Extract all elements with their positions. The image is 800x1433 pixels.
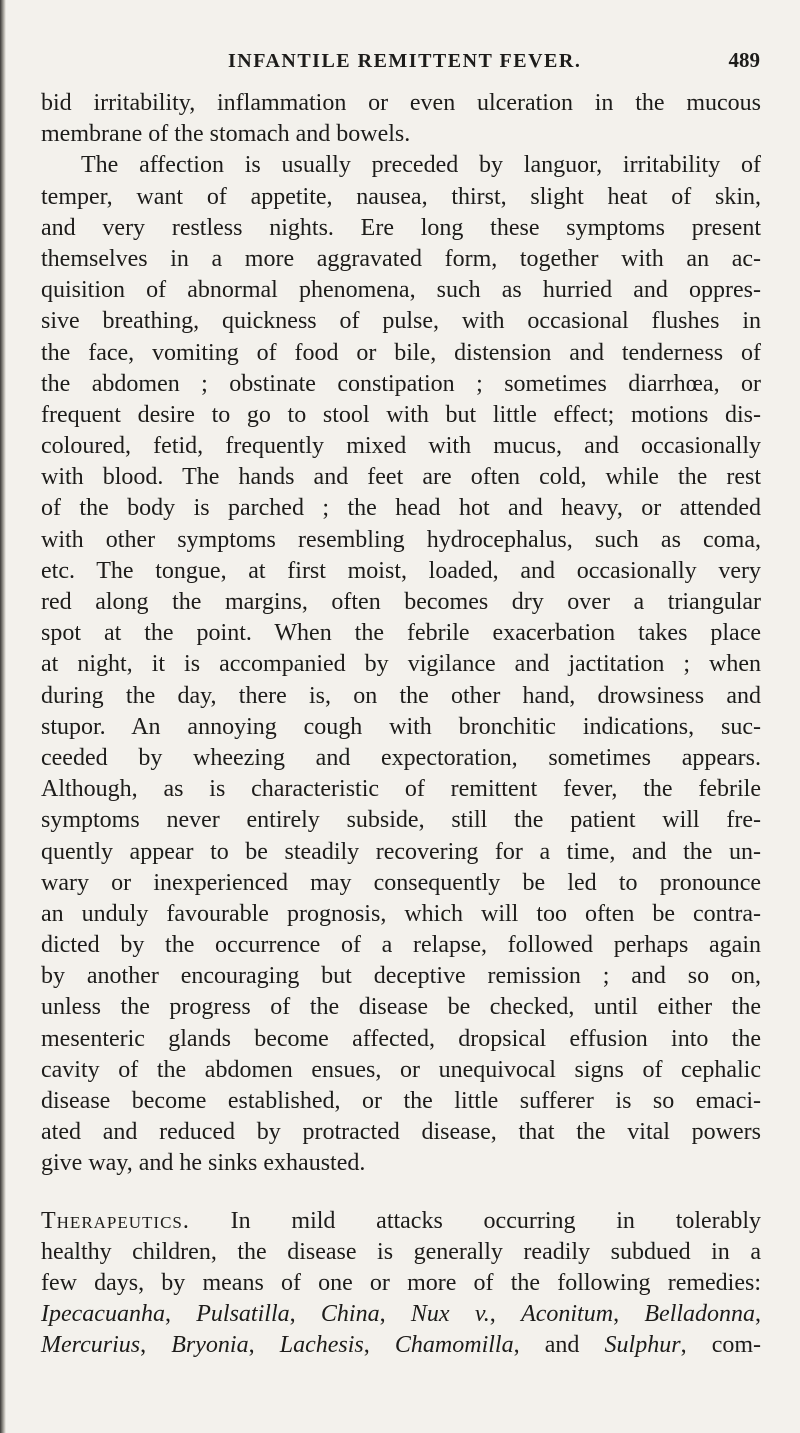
remedy-name: Belladonna bbox=[644, 1301, 756, 1328]
text-line: bid irritability, inflammation or even ulceration in the mucous bbox=[41, 90, 761, 116]
text-line: at night, it is accompanied by vigilance and jactitation ; when bbox=[41, 651, 761, 678]
remedy-name: Bryonia bbox=[171, 1332, 249, 1359]
text-line: by another encouraging but deceptive remission ; and so on, bbox=[41, 963, 761, 990]
remedy-name: Nux v. bbox=[410, 1301, 490, 1328]
page-number: 489 bbox=[728, 48, 760, 72]
text-line: healthy children, the disease is generally readily subdued in a bbox=[41, 1238, 761, 1265]
text-run: , bbox=[363, 1332, 395, 1359]
text-line: coloured, fetid, frequently mixed with mucus, and occasionally bbox=[41, 433, 761, 460]
text-line: membrane of the stomach and bowels. bbox=[41, 121, 411, 148]
text-line: with other symptoms resembling hydrocephalus, such as coma, bbox=[41, 526, 761, 553]
text-line: disease become established, or the little sufferer is so emaci- bbox=[41, 1088, 761, 1114]
text-line: sive breathing, quickness of pulse, with occasional flushes in bbox=[41, 308, 761, 335]
page-header bbox=[140, 50, 760, 80]
text-line: ated and reduced by protracted disease, that the vital powers bbox=[41, 1119, 761, 1146]
text-line: with blood. The hands and feet are often cold, while the rest bbox=[41, 464, 761, 491]
text-line: stupor. An annoying cough with bronchitic indications, suc- bbox=[41, 713, 761, 740]
page-binding-shadow bbox=[0, 0, 6, 1433]
body-text bbox=[41, 88, 761, 1362]
text-line: quently appear to be steadily recovering for a time, and the un- bbox=[41, 838, 761, 865]
paragraph-spacer bbox=[41, 1180, 761, 1206]
text-line: cavity of the abdomen ensues, or unequivocal signs of cephalic bbox=[41, 1056, 761, 1083]
text-line bbox=[41, 1299, 761, 1330]
remedy-name: Aconitum bbox=[521, 1301, 614, 1328]
text-line: red along the margins, often becomes dry over a triangular bbox=[41, 589, 761, 615]
remedy-name: Mercurius bbox=[41, 1332, 141, 1359]
text-line: symptoms never entirely subside, still the patient will fre- bbox=[41, 807, 761, 834]
text-line: Although, as is characteristic of remittent fever, the febrile bbox=[41, 776, 761, 803]
text-line: unless the progress of the disease be checked, until either the bbox=[41, 994, 761, 1021]
text-line: give way, and he sinks exhausted. bbox=[41, 1150, 366, 1177]
text-line: mesenteric glands become affected, dropsical effusion into the bbox=[41, 1025, 761, 1052]
text-line: of the body is parched ; the head hot and heavy, or attended bbox=[41, 495, 761, 522]
remedy-name: China bbox=[320, 1301, 380, 1328]
text-line: temper, want of appetite, nausea, thirst, slight heat of skin, bbox=[41, 183, 761, 210]
paragraph-symptoms bbox=[41, 150, 761, 1179]
section-heading-therapeutics: Therapeutics. bbox=[41, 1207, 190, 1234]
text-line: spot at the point. When the febrile exacerbation takes place bbox=[41, 620, 761, 647]
text-line: an unduly favourable prognosis, which will too often be contra- bbox=[41, 900, 761, 927]
text-line: etc. The tongue, at first moist, loaded, and occasionally very bbox=[41, 557, 761, 584]
text-run: , bbox=[379, 1301, 411, 1328]
paragraph-therapeutics bbox=[41, 1206, 761, 1362]
text-run: , bbox=[755, 1301, 762, 1328]
running-head: INFANTILE REMITTENT FEVER. bbox=[228, 50, 582, 72]
text-line: frequent desire to go to stool with but little effect; motions dis- bbox=[41, 401, 761, 428]
text-run: , bbox=[613, 1301, 645, 1328]
text-line: dicted by the occurrence of a relapse, followed perhaps again bbox=[41, 932, 761, 959]
remedy-name: Ipecacuanha bbox=[41, 1301, 165, 1328]
text-line: the abdomen ; obstinate constipation ; sometimes diarrhœa, or bbox=[41, 370, 761, 397]
text-line: during the day, there is, on the other hand, drowsiness and bbox=[41, 682, 761, 709]
text-run: , bbox=[164, 1301, 197, 1328]
text-line: quisition of abnormal phenomena, such as hurried and oppres- bbox=[41, 277, 761, 304]
text-run: , com- bbox=[680, 1332, 762, 1359]
text-run: , bbox=[248, 1332, 280, 1359]
text-line: and very restless nights. Ere long these symptoms present bbox=[41, 214, 761, 241]
text-line: The affection is usually preceded by languor, irritability of bbox=[81, 152, 761, 179]
text-run: , bbox=[489, 1301, 522, 1328]
remedy-name: Chamomilla bbox=[394, 1332, 514, 1359]
text-run: , bbox=[289, 1301, 321, 1328]
remedy-name: Pulsatilla bbox=[196, 1301, 290, 1328]
text-line: few days, by means of one or more of the following remedies: bbox=[41, 1269, 761, 1296]
text-run: , and bbox=[513, 1332, 605, 1359]
text-line: wary or inexperienced may consequently be led to pronounce bbox=[41, 869, 761, 896]
remedy-name: Lachesis bbox=[279, 1332, 364, 1359]
text-line: themselves in a more aggravated form, together with an ac- bbox=[41, 245, 761, 272]
remedy-name: Sulphur bbox=[604, 1332, 681, 1359]
text-line: ceeded by wheezing and expectoration, sometimes appears. bbox=[41, 744, 761, 771]
text-line: the face, vomiting of food or bile, distension and tenderness of bbox=[41, 339, 761, 366]
text-run: , bbox=[140, 1332, 172, 1359]
text-line bbox=[41, 1206, 761, 1237]
text-line bbox=[41, 1330, 761, 1361]
text-run: In mild attacks occurring in tolerably bbox=[189, 1207, 761, 1234]
paragraph-continuation bbox=[41, 88, 761, 150]
